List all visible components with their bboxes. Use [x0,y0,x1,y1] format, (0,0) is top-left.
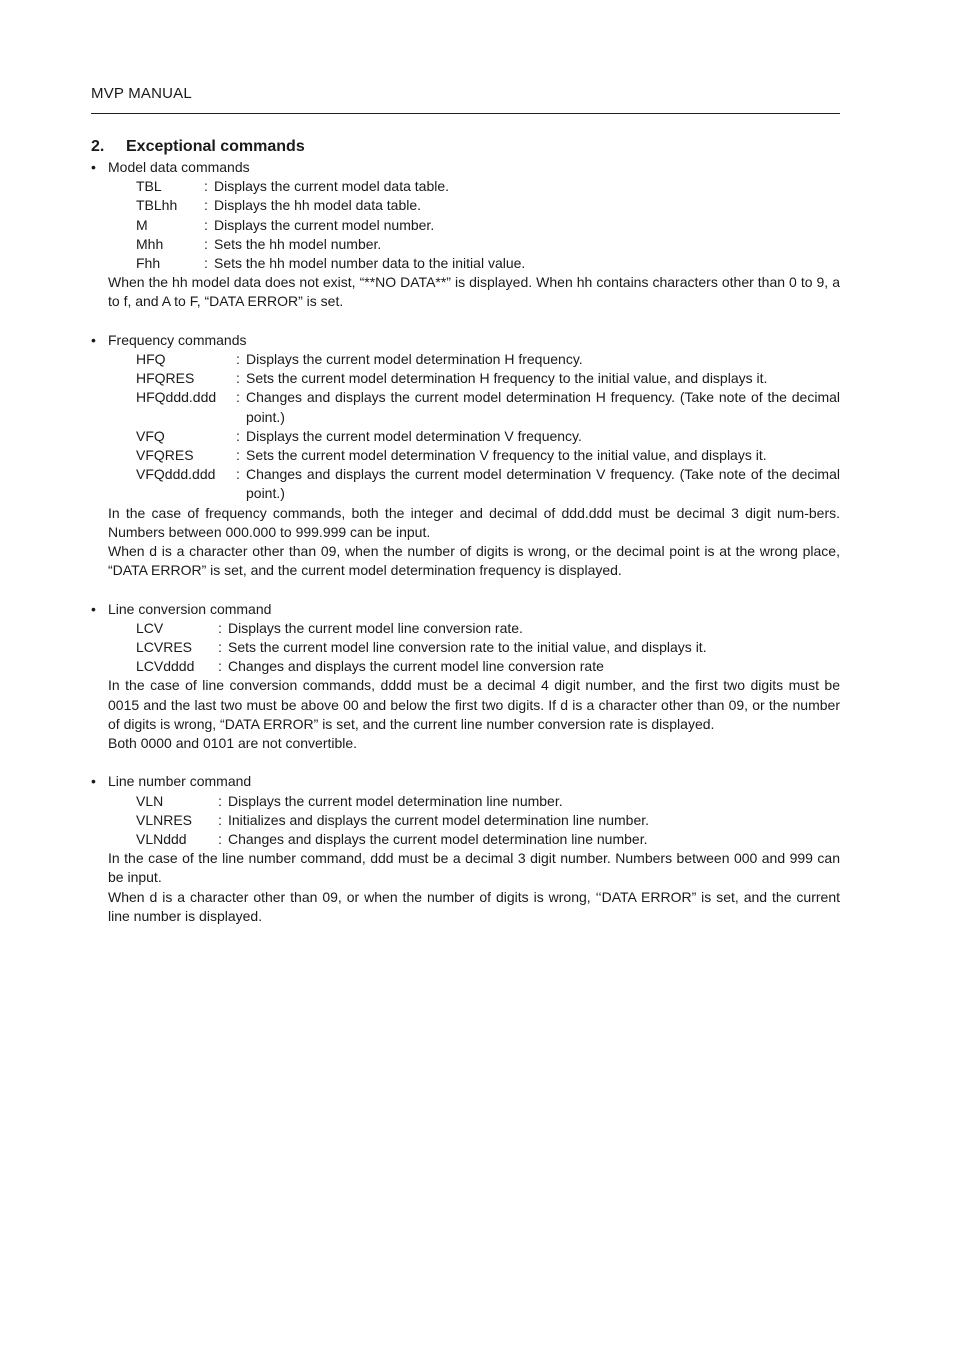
command-row [91,657,840,676]
bullet-heading-label: Line number command [108,773,252,790]
command-name: Fhh [136,255,161,272]
bullet-heading [91,158,840,177]
colon-separator: : [236,389,240,406]
colon-separator: : [218,619,222,636]
command-name: VLNRES [136,811,193,828]
command-name: LCVRES [136,639,193,656]
bullet-heading [91,331,840,350]
colon-separator: : [204,235,208,252]
colon-separator: : [218,831,222,848]
colon-separator: : [218,811,222,828]
command-name: VLN [136,792,164,809]
colon-separator: : [236,351,240,368]
bullet-heading [91,772,840,791]
command-description: Sets the current model line conversion rate to the initial value, and displays it. [228,639,707,656]
command-row [91,465,840,503]
colon-separator: : [218,792,222,809]
note-paragraph: In the case of line conversion commands, dddd must be a decimal 4 digit number, and the first two digits must be 0015 and the last two must be above 00 and below the first two digits. If d is a character other than 09, or the number of digits is wrong, “DATA ERROR” is set, and the current line number conversion rate is displayed. [108,677,840,732]
command-row [91,235,840,254]
command-description: Displays the current model determination H frequency. [246,351,583,368]
command-description: Displays the hh model data table. [214,197,422,214]
document-body [91,136,840,926]
command-name: HFQ [136,351,166,368]
command-description: Displays the current model data table. [214,178,450,195]
colon-separator: : [236,370,240,387]
command-description: Displays the current model determination line number. [228,792,563,809]
command-description: Changes and displays the current model determination line number. [228,831,648,848]
page-header [91,84,840,104]
command-description: Displays the current model number. [214,216,435,233]
section-title: Exceptional commands [126,138,305,155]
note-paragraph: In the case of frequency commands, both the integer and decimal of ddd.ddd must be decimal 3 digit num-bers. Numbers between 000.000 to 999.999 can be input. [108,504,840,540]
command-row [91,388,840,426]
command-name: M [136,216,148,233]
note-paragraph: When d is a character other than 09, when the number of digits is wrong, or the decimal point is at the wrong place, “DATA ERROR” is set, and the current model determination frequency is displayed. [108,543,840,579]
command-row [91,811,840,830]
section-line-conversion-command [91,600,840,754]
bullet-icon: • [91,159,96,175]
bullet-icon: • [91,773,96,790]
colon-separator: : [236,466,240,483]
command-row [91,196,840,215]
command-row [91,446,840,465]
colon-separator: : [236,427,240,444]
colon-separator: : [204,197,208,214]
note-paragraph: Both 0000 and 0101 are not convertible. [108,735,358,752]
command-name: VFQddd.ddd [136,466,216,483]
command-name: HFQRES [136,370,195,387]
bullet-heading-label: Line conversion command [108,600,272,617]
command-description: Sets the current model determination V frequency to the initial value, and displays it. [246,447,767,464]
command-name: VFQ [136,427,165,444]
command-row [91,619,840,638]
bullet-heading [91,600,840,619]
command-description: Sets the hh model number data to the initial value. [214,255,526,272]
note-paragraph: When d is a character other than 09, or when the number of digits is wrong, ‘‘DATA ERROR” is set, and the current line number is displayed. [108,888,840,924]
command-name: Mhh [136,235,164,252]
command-name: LCVdddd [136,658,195,675]
section-heading [91,136,840,158]
colon-separator: : [236,447,240,464]
command-description: Sets the current model determination H frequency to the initial value, and displays it. [246,370,768,387]
section-frequency-commands [91,331,840,581]
command-name: VLNddd [136,831,187,848]
bullet-icon: • [91,331,96,348]
command-row [91,350,840,369]
command-description: Changes and displays the current model determination H frequency. (Take note of the decimal point.) [246,389,840,425]
command-description: Displays the current model line conversion rate. [228,619,523,636]
command-row [91,369,840,388]
colon-separator: : [218,639,222,656]
command-description: Sets the hh model number. [214,235,382,252]
bullet-heading-label: Model data commands [108,159,250,175]
section-number: 2. [91,138,105,155]
page-header-title: MVP MANUAL [91,85,192,102]
bullet-icon: • [91,600,96,617]
command-row [91,830,840,849]
command-row [91,177,840,196]
colon-separator: : [204,178,208,195]
command-row [91,427,840,446]
command-description: Displays the current model determination V frequency. [246,427,582,444]
command-row [91,792,840,811]
bullet-heading-label: Frequency commands [108,331,247,348]
header-rule [91,113,840,114]
note-paragraph: In the case of the line number command, ddd must be a decimal 3 digit number. Numbers between 000 and 999 can be input. [108,850,840,886]
note-paragraph: When the hh model data does not exist, “**NO DATA**” is displayed. When hh contains characters other than 0 to 9, a to f, and A to F, “DATA ERROR” is set. [108,274,840,310]
command-description: Changes and displays the current model determination V frequency. (Take note of the decimal point.) [246,466,840,502]
colon-separator: : [218,658,222,675]
command-row [91,254,840,273]
command-name: LCV [136,619,164,636]
command-name: HFQddd.ddd [136,389,217,406]
command-name: TBLhh [136,197,178,214]
command-description: Changes and displays the current model line conversion rate [228,658,604,675]
section-model-data-commands [91,158,840,312]
command-description: Initializes and displays the current model determination line number. [228,811,650,828]
command-row [91,638,840,657]
colon-separator: : [204,216,208,233]
command-name: TBL [136,178,162,195]
command-name: VFQRES [136,447,194,464]
colon-separator: : [204,255,208,272]
command-row [91,216,840,235]
section-line-number-command [91,772,840,926]
